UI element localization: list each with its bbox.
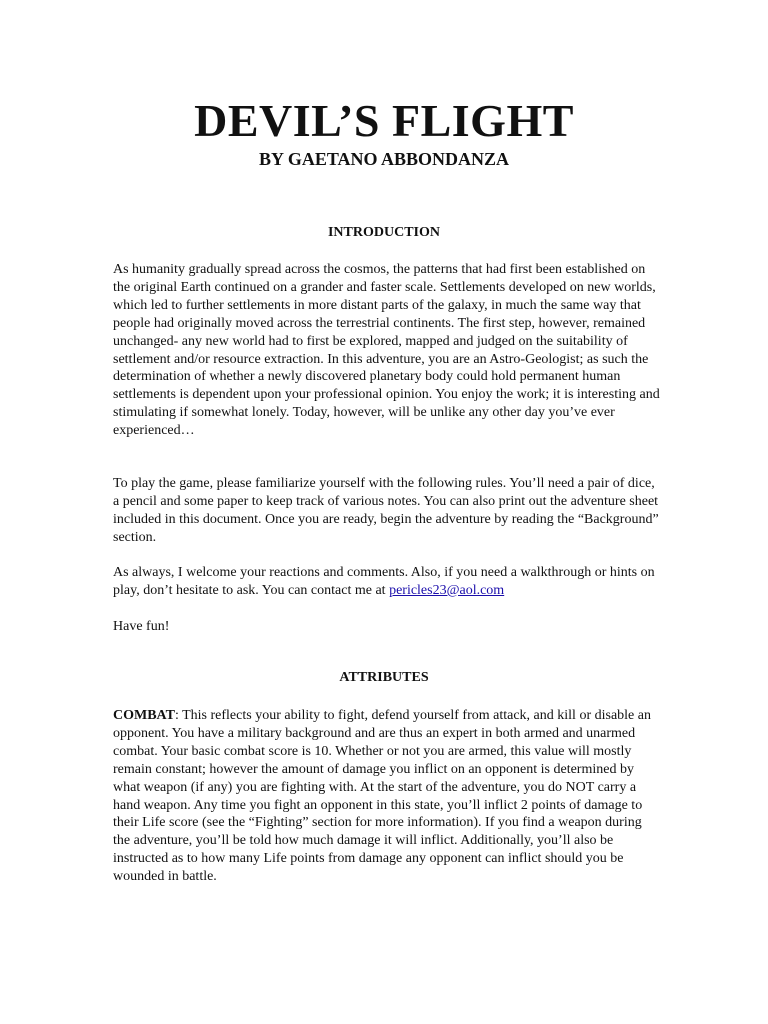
attributes-heading: ATTRIBUTES [339, 670, 429, 685]
author-byline: BY GAETANO ABBONDANZA [258, 149, 510, 169]
have-fun-paragraph: Have fun! [113, 619, 170, 634]
combat-text: : This reflects your ability to fight, defend yourself from attack, and kill or disable an opponent. You have a military background and are thus an expert in both armed and unarmed combat. Your basic combat score is 10. Whether or not you are armed, this value will mostly remain constant; however the amount of damage you inflict on an opponent is determined by what weapon (if any) you are fighting with. At the start of the adventure, you do NOT carry a hand weapon. Any time you fight an opponent in this state, you’ll inflict 2 points of damage to their Life score (see the “Fighting” section for more information). If you find a weapon during the adventure, you’ll be told how much damage it will inflict. Additionally, you’ll also be instructed as to how many Life points from damage any opponent can inflict should you be wounded in battle. [113, 708, 651, 885]
contact-paragraph [113, 564, 661, 600]
introduction-paragraph-1: As humanity gradually spread across the cosmos, the patterns that had first been established on the original Earth continued on a grander and faster scale. Settlements developed on new worlds, which led to further settlements in more distant parts of the galaxy, in much the same way that people had originally moved across the terrestrial continents. The first step, however, remained unchanged- any new world had to first be explored, mapped and judged on the suitability of settlement and/or resource extraction. In this adventure, you are an Astro-Geologist; as such the determination of whether a newly discovered planetary body could hold permanent human settlements is dependent upon your professional opinion. You enjoy the work; it is interesting and stimulating if somewhat lonely. Today, however, will be unlike any other day you’ve ever experienced… [113, 262, 660, 439]
combat-paragraph [113, 707, 661, 886]
introduction-paragraph-2: To play the game, please familiarize yourself with the following rules. You’ll need a pair of dice, a pencil and some paper to keep track of various notes. You can also print out the adventure sheet included in this document. Once you are ready, begin the adventure by reading the “Background” section. [113, 476, 659, 545]
email-link[interactable]: pericles23@aol.com [389, 582, 505, 598]
introduction-heading: INTRODUCTION [327, 225, 440, 240]
contact-text: As always, I welcome your reactions and comments. Also, if you need a walkthrough or hints on play, don’t hesitate to ask. You can contact me at [113, 565, 655, 598]
document-title: DEVIL’S FLIGHT [194, 95, 574, 146]
combat-label: COMBAT [113, 708, 175, 723]
